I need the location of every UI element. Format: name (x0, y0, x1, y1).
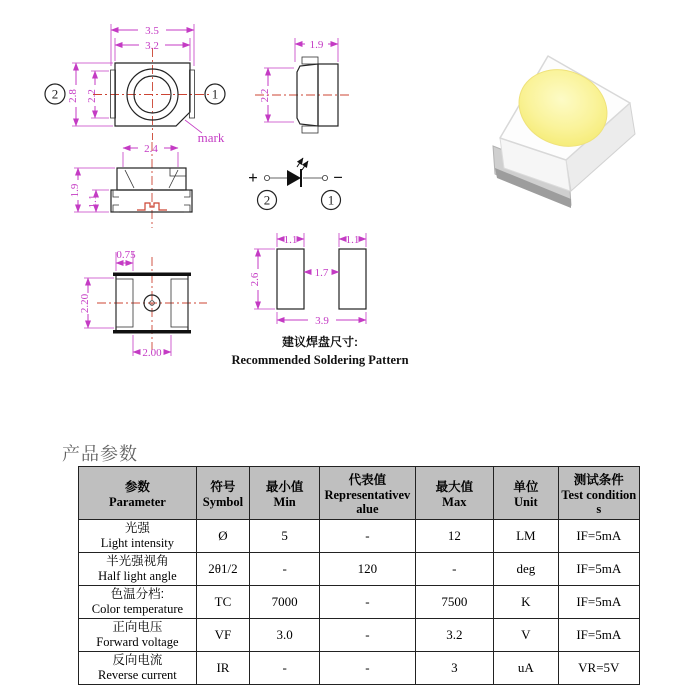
param-en: Light intensity (100, 536, 175, 550)
param-en: Half light angle (98, 569, 177, 583)
param-en: Reverse current (98, 668, 177, 682)
dim-label: 3.9 (315, 315, 329, 327)
dim-label: 2.20 (79, 293, 91, 314)
table-row (79, 553, 640, 586)
dim-label: 1.7 (314, 267, 329, 279)
cell-condition: IF=5mA (558, 553, 639, 586)
cell-condition: VR=5V (558, 652, 639, 685)
header-max (415, 467, 494, 520)
header-symbol (196, 467, 249, 520)
header-en: Representativevalue (324, 487, 411, 516)
dim-label: 2.2 (259, 88, 271, 103)
cell-unit: K (494, 586, 559, 619)
cell-parameter (79, 586, 197, 619)
technical-drawings (0, 0, 440, 400)
header-unit (494, 467, 559, 520)
cell-min: - (250, 652, 320, 685)
table-header-row (79, 467, 640, 520)
param-cn: 半光强视角 (106, 554, 169, 568)
cell-typical: - (320, 652, 415, 685)
cell-condition: IF=5mA (558, 586, 639, 619)
cell-parameter (79, 652, 197, 685)
param-en: Forward voltage (96, 635, 179, 649)
cell-symbol: Ø (196, 520, 249, 553)
dim-label: 1.9 (309, 39, 324, 51)
cell-typical: - (320, 619, 415, 652)
cell-unit: V (494, 619, 559, 652)
param-cn: 正向电压 (112, 620, 163, 634)
dim-label: 2.6 (249, 272, 261, 287)
cell-max: 12 (415, 520, 494, 553)
param-en: Color temperature (91, 602, 184, 616)
cell-symbol: 2θ1/2 (196, 553, 249, 586)
cell-min: 3.0 (250, 619, 320, 652)
dim-label: 1.9 (69, 183, 81, 198)
led-package (493, 56, 635, 208)
cell-max: 3 (415, 652, 494, 685)
terminal-1-label: 1 (211, 86, 219, 102)
header-cn: 代表值 (348, 472, 387, 487)
header-en: Parameter (108, 494, 166, 509)
cell-unit: deg (494, 553, 559, 586)
cell-parameter (79, 553, 197, 586)
section-title: 产品参数 (62, 444, 138, 464)
header-test-conditions (558, 467, 639, 520)
table-row (79, 520, 640, 553)
cell-max: 7500 (415, 586, 494, 619)
param-cn: 反向电流 (112, 653, 163, 667)
cell-unit: uA (494, 652, 559, 685)
cell-min: 5 (250, 520, 320, 553)
cell-min: - (250, 553, 320, 586)
cell-typical: - (320, 586, 415, 619)
header-cn: 符号 (210, 479, 236, 494)
header-cn: 单位 (513, 479, 539, 494)
table-row (79, 652, 640, 685)
cell-typical: - (320, 520, 415, 553)
header-en: Symbol (202, 494, 244, 509)
dim-label: 1.1 (345, 234, 360, 246)
minus-sign: − (333, 168, 343, 187)
cell-symbol: VF (196, 619, 249, 652)
cell-parameter (79, 619, 197, 652)
led-product-photo (443, 18, 695, 230)
header-en: Max (442, 494, 467, 509)
mark-label: mark (197, 130, 225, 145)
header-en: Test conditions (561, 487, 637, 516)
dim-label: 3.5 (145, 25, 159, 37)
cell-symbol: IR (196, 652, 249, 685)
cell-unit: LM (494, 520, 559, 553)
dim-label: 1.1 (87, 194, 99, 209)
front-view-drawing (69, 142, 192, 228)
cell-symbol: TC (196, 586, 249, 619)
param-cn: 色温分档: (110, 587, 165, 601)
cell-max: - (415, 553, 494, 586)
cell-min: 7000 (250, 586, 320, 619)
header-cn: 最小值 (265, 479, 304, 494)
header-en: Unit (514, 494, 538, 509)
dim-label: 2.4 (144, 143, 158, 155)
parameters-table (78, 466, 640, 685)
soldering-caption-en: Recommended Soldering Pattern (231, 353, 409, 367)
plus-sign: + (248, 168, 258, 187)
dim-label: 0.75 (116, 249, 136, 261)
dim-label: 1.1 (283, 234, 298, 246)
side-view-drawing (255, 38, 352, 133)
table-row (79, 586, 640, 619)
top-view-drawing (45, 24, 225, 145)
soldering-caption-cn: 建议焊盘尺寸: (282, 335, 358, 349)
dim-label: 2.00 (142, 347, 162, 359)
header-typical (320, 467, 415, 520)
header-cn: 最大值 (435, 479, 474, 494)
param-cn: 光强 (124, 521, 150, 535)
cell-condition: IF=5mA (558, 619, 639, 652)
header-cn: 参数 (124, 479, 150, 494)
terminal-2-label: 2 (51, 86, 59, 102)
cell-parameter (79, 520, 197, 553)
dim-label: 2.8 (67, 89, 79, 103)
cell-condition: IF=5mA (558, 520, 639, 553)
cell-max: 3.2 (415, 619, 494, 652)
bottom-view-drawing (79, 249, 207, 359)
table-row (79, 619, 640, 652)
header-parameter (79, 467, 197, 520)
cell-typical: 120 (320, 553, 415, 586)
header-cn: 测试条件 (573, 472, 624, 487)
terminal-1-label: 1 (327, 192, 335, 208)
dim-label: 2.2 (86, 89, 98, 103)
polarity-diagram (248, 158, 343, 210)
terminal-2-label: 2 (263, 192, 271, 208)
soldering-pattern-drawing (231, 233, 408, 367)
header-min (250, 467, 320, 520)
dim-label: 3.2 (145, 40, 159, 52)
diode-symbol (287, 170, 301, 186)
header-en: Min (273, 494, 296, 509)
